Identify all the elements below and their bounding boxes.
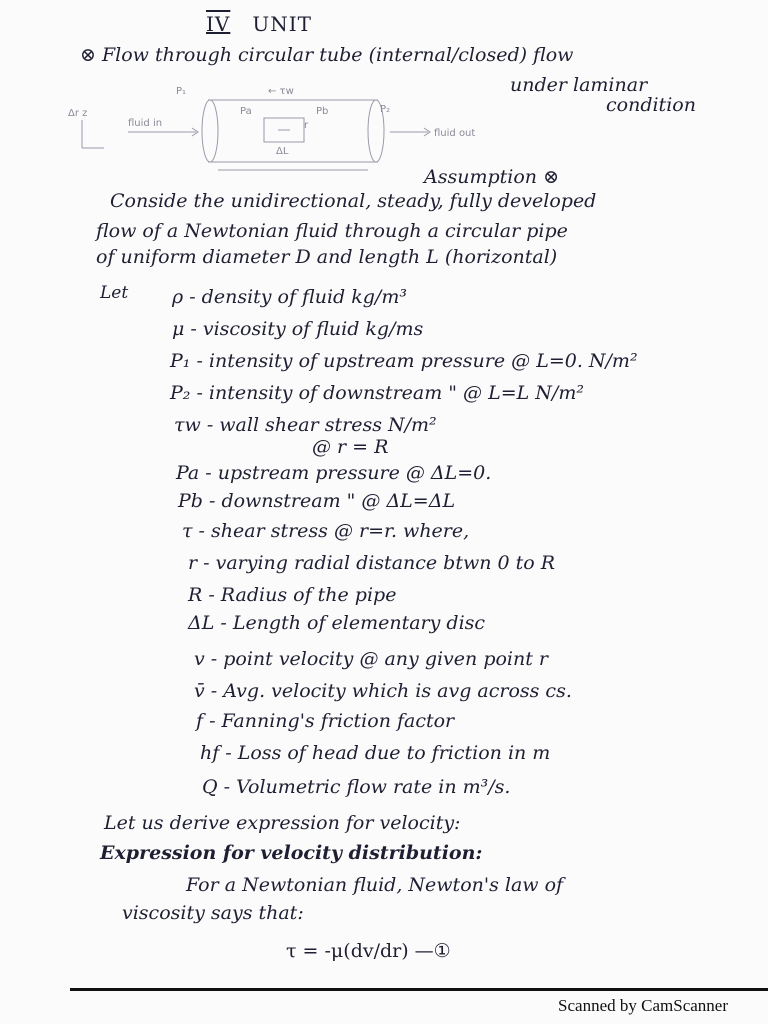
paragraph-line-2: flow of a Newtonian fluid through a circular pipe — [96, 220, 568, 242]
unit-numeral: IV — [206, 12, 231, 36]
let-label: Let — [100, 283, 129, 303]
heading-text: Flow through circular tube (internal/closed) flow — [101, 44, 574, 66]
definition-dl: ΔL - Length of elementary disc — [188, 612, 486, 634]
unit-word: UNIT — [252, 12, 313, 36]
pipe-sketch-diagram — [68, 82, 508, 174]
diagram-dl: ΔL — [276, 146, 289, 157]
diagram-p1: P₁ — [176, 86, 187, 97]
definition-r: r - varying radial distance btwn 0 to R — [188, 552, 556, 574]
definition-tau: τ - shear stress @ r=r. where, — [182, 520, 470, 542]
section-heading: Expression for velocity distribution: — [100, 842, 483, 864]
diagram-origin: Δr z — [68, 108, 88, 119]
heading-line-1 — [80, 44, 573, 66]
definition-p2: P₂ - intensity of downstream " @ L=L N/m² — [170, 382, 584, 404]
definition-fanning: f - Fanning's friction factor — [196, 710, 455, 732]
definition-head-loss: hf - Loss of head due to friction in m — [200, 742, 551, 764]
heading-line-3: condition — [606, 94, 696, 116]
diagram-pa: Pa — [240, 106, 252, 117]
definition-flow-rate: Q - Volumetric flow rate in m³/s. — [202, 776, 511, 798]
definition-density: ρ - density of fluid kg/m³ — [172, 286, 407, 308]
definition-pb: Pb - downstream " @ ΔL=ΔL — [178, 490, 456, 512]
unit-title — [206, 12, 312, 36]
diagram-r: r — [304, 120, 309, 131]
shear-stress-equation: τ = -μ(dv/dr) —① — [286, 940, 451, 962]
page-bottom-edge — [70, 988, 768, 991]
definition-radius: R - Radius of the pipe — [188, 584, 397, 606]
diagram-fluid-out: fluid out — [434, 128, 476, 139]
diagram-tw: ← τw — [268, 86, 294, 97]
newton-line-2: viscosity says that: — [122, 902, 304, 924]
definition-point-velocity: v - point velocity @ any given point r — [194, 648, 548, 670]
definition-pa: Pa - upstream pressure @ ΔL=0. — [176, 462, 492, 484]
newton-line-1: For a Newtonian fluid, Newton's law of — [186, 874, 564, 896]
heading-marker: ⊗ — [80, 44, 96, 66]
heading-line-2: under laminar — [510, 74, 648, 96]
definition-tw-location: @ r = R — [312, 436, 389, 458]
derive-line: Let us derive expression for velocity: — [104, 812, 461, 834]
assumption-label: Assumption ⊗ — [424, 166, 559, 188]
diagram-pb: Pb — [316, 106, 329, 117]
definition-p1: P₁ - intensity of upstream pressure @ L=0. N/m² — [170, 350, 638, 372]
definition-tw: τw - wall shear stress N/m² — [174, 414, 437, 436]
scanner-watermark: Scanned by CamScanner — [558, 996, 728, 1015]
diagram-fluid-in: fluid in — [128, 118, 163, 129]
paragraph-line-3: of uniform diameter D and length L (horizontal) — [96, 246, 558, 268]
diagram-p2: P₂ — [380, 104, 391, 115]
definition-avg-velocity: v̄ - Avg. velocity which is avg across cs. — [194, 680, 572, 702]
definition-viscosity: μ - viscosity of fluid kg/ms — [172, 318, 424, 340]
paragraph-line-1: Conside the unidirectional, steady, fully developed — [110, 190, 597, 212]
